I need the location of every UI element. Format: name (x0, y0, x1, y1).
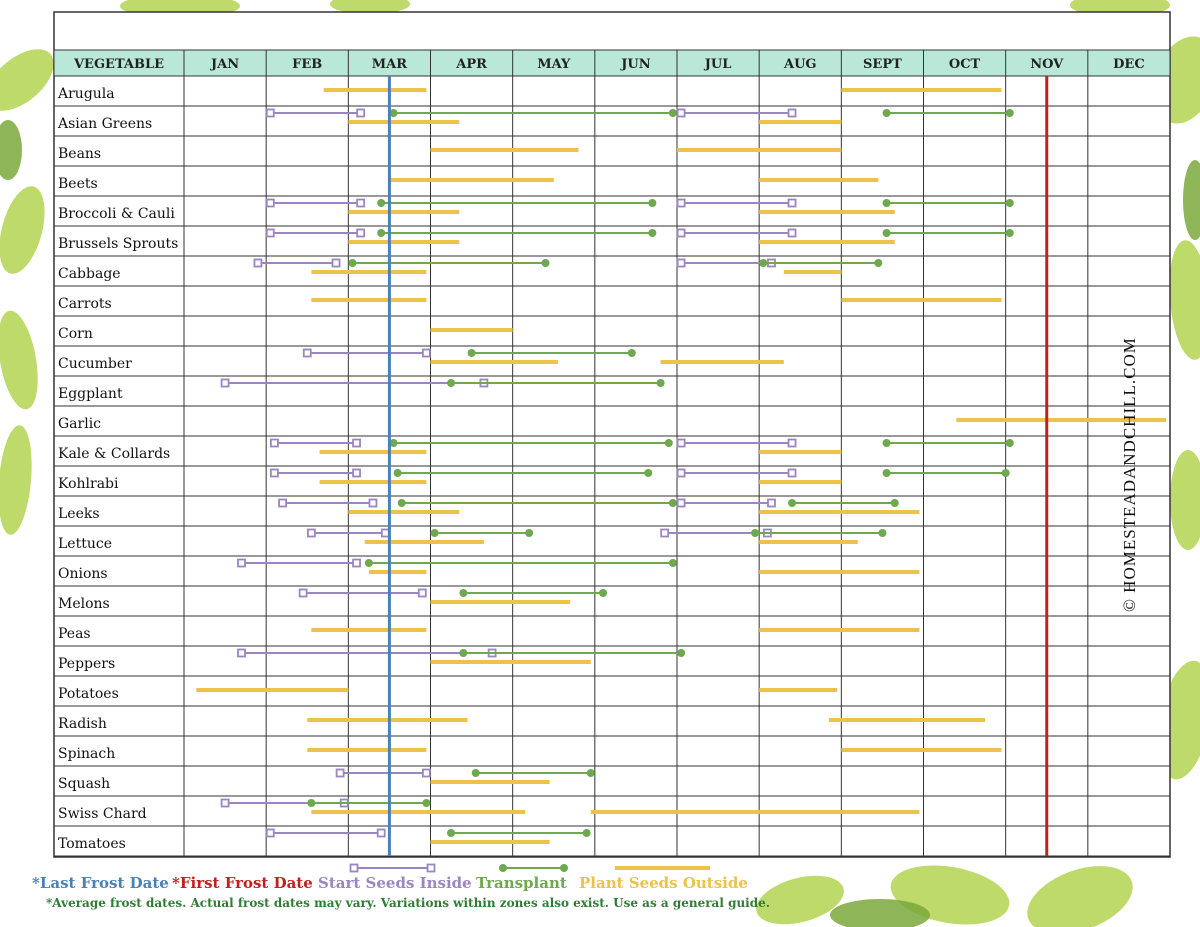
vegetable-label: Potatoes (58, 686, 119, 702)
month-label-may: MAY (537, 57, 571, 72)
month-label-jan: JAN (211, 57, 240, 72)
vegetable-label: Corn (58, 326, 93, 342)
vegetable-label: Cabbage (58, 266, 121, 282)
vegetable-label: Melons (58, 596, 110, 612)
legend-transplant-marker (560, 864, 568, 872)
footnote: *Average frost dates. Actual frost dates may vary. Variations within zones also exist. Use as a general guide. (46, 896, 770, 910)
vegetable-label: Tomatoes (58, 836, 126, 852)
month-label-dec: DEC (1113, 57, 1145, 72)
vegetable-label: Cucumber (58, 356, 132, 372)
month-label-sept: SEPT (863, 57, 902, 72)
legend-start-inside: Start Seeds Inside (318, 874, 472, 892)
vegetable-label: Squash (58, 776, 111, 792)
month-label-mar: MAR (371, 57, 408, 72)
vegetable-label: Arugula (58, 86, 115, 102)
vegetable-label: Broccoli & Cauli (58, 206, 175, 222)
vegetable-label: Carrots (58, 296, 112, 312)
month-label-aug: AUG (783, 57, 817, 72)
month-label-jul: JUL (704, 57, 732, 72)
month-label-nov: NOV (1030, 57, 1064, 72)
vegetable-label: Garlic (58, 416, 102, 432)
legend-last-frost: *Last Frost Date (32, 874, 169, 892)
vegetable-label: Eggplant (58, 386, 123, 402)
watermark-text: © HOMESTEADANDCHILL.COM (1120, 337, 1139, 612)
vegetable-label: Swiss Chard (58, 806, 147, 822)
vegetable-label: Spinach (58, 746, 116, 762)
legend-transplant-marker (499, 864, 507, 872)
month-label-oct: OCT (948, 57, 981, 72)
month-label-feb: FEB (292, 57, 323, 72)
vegetable-label: Radish (58, 716, 107, 732)
vegetable-column-header: VEGETABLE (73, 57, 165, 72)
legend-plant-outside: Plant Seeds Outside (579, 874, 748, 892)
vegetable-label: Peas (58, 626, 91, 642)
vegetable-label: Beets (58, 176, 98, 192)
vegetable-label: Kale & Collards (58, 446, 171, 462)
legend-start-inside-marker (351, 865, 358, 872)
legend-start-inside-marker (428, 865, 435, 872)
vegetable-label: Onions (58, 566, 108, 582)
legend-first-frost: *First Frost Date (172, 874, 313, 892)
vegetable-label: Peppers (58, 656, 116, 672)
vegetable-label: Leeks (58, 506, 100, 522)
month-label-apr: APR (456, 57, 487, 72)
month-label-jun: JUN (621, 57, 651, 72)
vegetable-label: Lettuce (58, 536, 112, 552)
legend-transplant: Transplant (476, 874, 567, 892)
vegetable-label: Beans (58, 146, 102, 162)
vegetable-label: Asian Greens (58, 116, 153, 132)
vegetable-label: Brussels Sprouts (58, 236, 179, 252)
vegetable-label: Kohlrabi (58, 476, 119, 492)
legend-plant-outside-bar (615, 866, 710, 870)
